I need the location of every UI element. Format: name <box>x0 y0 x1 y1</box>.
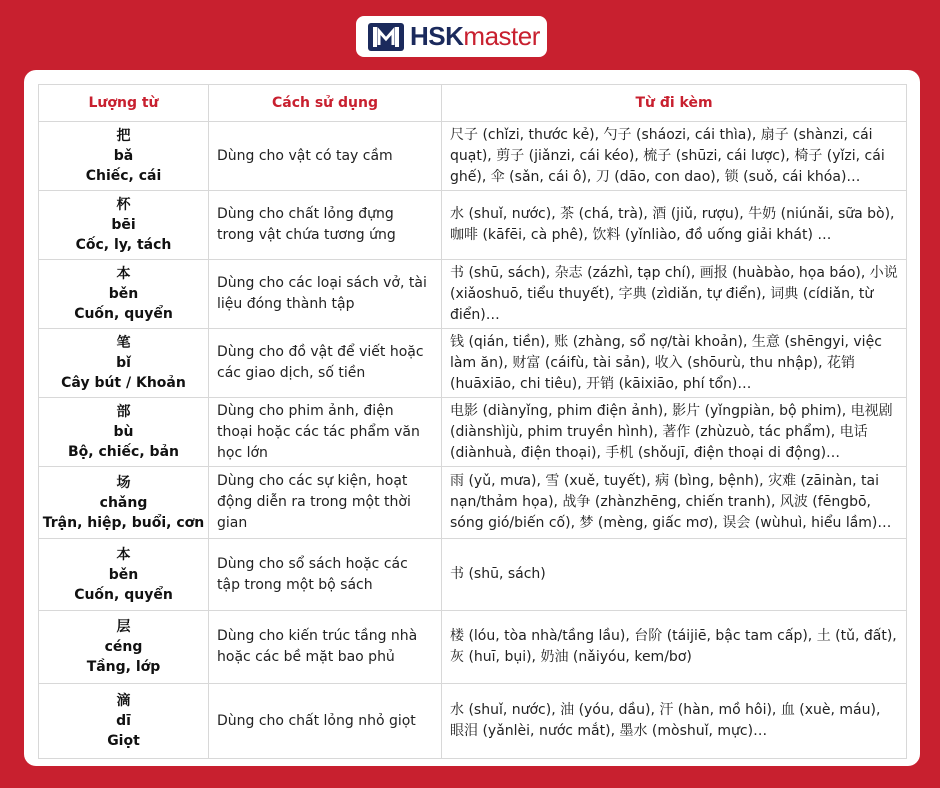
table-row <box>39 191 907 260</box>
pinyin: bǐ <box>116 355 131 371</box>
pinyin: chǎng <box>99 494 148 511</box>
meaning: Tầng, lớp <box>86 659 161 675</box>
table-row <box>39 122 907 191</box>
pinyin: bēi <box>111 217 136 233</box>
header-usage: Cách sử dụng <box>209 85 442 122</box>
meaning: Giọt <box>107 733 140 749</box>
pinyin: běn <box>108 566 139 583</box>
examples-cell: 尺子 (chǐzi, thước kẻ), 勺子 (sháozi, cái thìa), 扇子 (shànzi, cái quạt), 剪子 (jiǎnzi, cái kéo), 梳子 (shūzi, cái lược), 椅子 (yǐzi, cái ghế), 伞 (sǎn, cái ô), 刀 (dāo, con dao), 锁 (suǒ, cái khóa)… <box>442 122 907 191</box>
measure-word-cell <box>39 191 209 260</box>
examples-cell: 电影 (diànyǐng, phim điện ảnh), 影片 (yǐngpiàn, bộ phim), 电视剧 (diànshìjù, phim truyền hình), 著作 (zhùzuò, tác phẩm), 电话 (diànhuà, điện thoại), 手机 (shǒujī, điện thoại di động)… <box>442 398 907 467</box>
hanzi: 笔 <box>116 335 131 351</box>
hanzi: 本 <box>116 266 131 282</box>
hanzi: 场 <box>116 474 131 491</box>
usage-cell: Dùng cho các loại sách vở, tài liệu đóng thành tập <box>209 260 442 329</box>
meaning: Chiếc, cái <box>85 168 162 184</box>
table-row <box>39 467 907 539</box>
usage-cell: Dùng cho phim ảnh, điện thoại hoặc các tác phẩm văn học lớn <box>209 398 442 467</box>
header-measure-word: Lượng từ <box>39 85 209 122</box>
examples-cell: 楼 (lóu, tòa nhà/tầng lầu), 台阶 (táijiē, bậc tam cấp), 土 (tǔ, đất), 灰 (huī, bụi), 奶油 (nǎiyóu, kem/bơ) <box>442 611 907 684</box>
measure-word-cell <box>39 398 209 467</box>
measure-word-cell <box>39 611 209 684</box>
header-collocations: Từ đi kèm <box>442 85 907 122</box>
meaning: Trận, hiệp, buổi, cơn <box>42 514 205 531</box>
table-row <box>39 329 907 398</box>
table-header-row <box>39 85 907 122</box>
measure-word-cell <box>39 539 209 611</box>
table-row <box>39 684 907 759</box>
hanzi: 杯 <box>116 197 131 213</box>
table-row <box>39 398 907 467</box>
usage-cell: Dùng cho đồ vật để viết hoặc các giao dịch, số tiền <box>209 329 442 398</box>
meaning: Cốc, ly, tách <box>75 237 172 253</box>
content-card <box>24 70 920 766</box>
measure-word-cell <box>39 329 209 398</box>
hanzi: 部 <box>116 404 131 420</box>
usage-cell: Dùng cho kiến trúc tầng nhà hoặc các bề mặt bao phủ <box>209 611 442 684</box>
table-row <box>39 539 907 611</box>
examples-cell: 书 (shū, sách), 杂志 (zázhì, tạp chí), 画报 (huàbào, họa báo), 小说 (xiǎoshuō, tiểu thuyết), 字典 (zìdiǎn, tự điển), 词典 (cídiǎn, từ điển)… <box>442 260 907 329</box>
measure-word-cell <box>39 684 209 759</box>
pinyin: běn <box>108 286 139 302</box>
usage-cell: Dùng cho chất lỏng đựng trong vật chứa tương ứng <box>209 191 442 260</box>
usage-cell: Dùng cho vật có tay cầm <box>209 122 442 191</box>
measure-word-table <box>38 84 907 759</box>
meaning: Cây bút / Khoản <box>61 375 186 391</box>
examples-cell: 水 (shuǐ, nước), 茶 (chá, trà), 酒 (jiǔ, rượu), 牛奶 (niúnǎi, sữa bò), 咖啡 (kāfēi, cà phê), 饮料 (yǐnliào, đồ uống giải khát) … <box>442 191 907 260</box>
logo-wordmark: HSKmaster <box>410 21 540 51</box>
hanzi: 本 <box>116 546 131 563</box>
examples-cell: 书 (shū, sách) <box>442 539 907 611</box>
table-row <box>39 611 907 684</box>
examples-cell: 水 (shuǐ, nước), 油 (yóu, dầu), 汗 (hàn, mồ hôi), 血 (xuè, máu), 眼泪 (yǎnlèi, nước mắt), 墨水 (mòshuǐ, mực)… <box>442 684 907 759</box>
table-row <box>39 260 907 329</box>
examples-cell: 雨 (yǔ, mưa), 雪 (xuě, tuyết), 病 (bìng, bệnh), 灾难 (zāinàn, tai nạn/thảm họa), 战争 (zhànzhēng, chiến tranh), 风波 (fēngbō, sóng gió/biến cố), 梦 (mèng, giấc mơ), 误会 (wùhuì, hiểu lầm)… <box>442 467 907 539</box>
pinyin: bǎ <box>113 148 134 164</box>
meaning: Bộ, chiếc, bản <box>68 444 179 460</box>
examples-cell: 钱 (qián, tiền), 账 (zhàng, sổ nợ/tài khoản), 生意 (shēngyi, việc làm ăn), 财富 (cáifù, tài sản), 收入 (shōurù, thu nhập), 花销 (huāxiāo, chi tiêu), 开销 (kāixiāo, phí tổn)… <box>442 329 907 398</box>
hskmaster-logo <box>356 16 547 57</box>
meaning: Cuốn, quyển <box>74 306 173 322</box>
pinyin: céng <box>104 639 143 655</box>
hanzi: 层 <box>116 619 131 635</box>
pinyin: bù <box>113 424 134 440</box>
hsk-building-logo-icon <box>368 23 404 51</box>
meaning: Cuốn, quyển <box>74 586 173 603</box>
measure-word-cell <box>39 260 209 329</box>
hanzi: 把 <box>116 128 131 144</box>
hanzi: 滴 <box>116 693 131 709</box>
measure-word-cell <box>39 467 209 539</box>
measure-word-cell <box>39 122 209 191</box>
usage-cell: Dùng cho chất lỏng nhỏ giọt <box>209 684 442 759</box>
usage-cell: Dùng cho các sự kiện, hoạt động diễn ra trong một thời gian <box>209 467 442 539</box>
usage-cell: Dùng cho sổ sách hoặc các tập trong một bộ sách <box>209 539 442 611</box>
pinyin: dī <box>116 713 131 729</box>
